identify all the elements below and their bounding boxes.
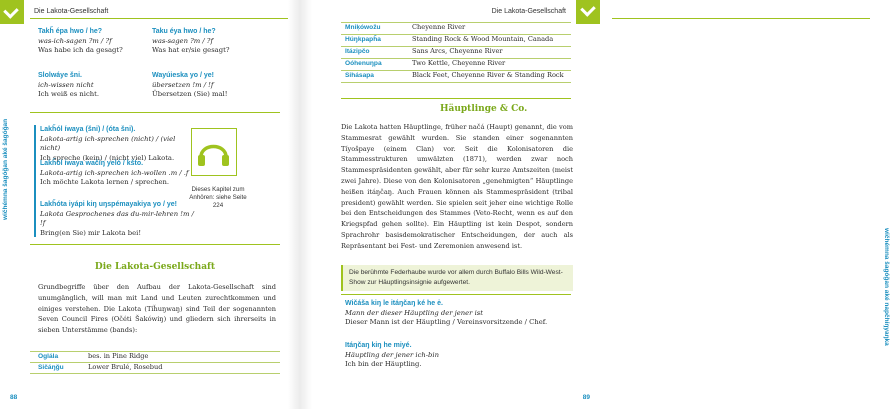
divider xyxy=(30,112,280,113)
phrase-block xyxy=(40,159,190,188)
check-icon xyxy=(3,3,19,19)
band-name: Oóhenuŋpa xyxy=(345,60,382,67)
band-name: Húŋkpapȟa xyxy=(345,36,381,43)
table-row xyxy=(345,71,575,81)
divider xyxy=(341,98,571,99)
german-translation: Übersetzen (Sie) mal! xyxy=(152,90,228,98)
literal-translation: übersetzen !m / !f xyxy=(152,80,214,89)
literal-translation: was-sagen ?m / ?f xyxy=(152,36,213,45)
left-side-label: wičhémna šagóǧan aké šagóǧan xyxy=(2,118,9,220)
literal-translation: Lakota-artig ich-sprechen (nicht) / (viel nicht) xyxy=(40,134,176,152)
band-name: Sičáŋǧu xyxy=(38,364,64,371)
section-title: Die Lakota-Gesellschaft xyxy=(94,262,216,272)
lakota-phrase: Slolwáye šni. xyxy=(38,72,82,79)
left-running-head: Die Lakota-Gesellschaft xyxy=(34,8,109,15)
lakota-phrase: Wayúieska yo / ye! xyxy=(152,72,214,79)
german-translation: Was habe ich da gesagt? xyxy=(38,46,123,54)
right-running-head: Die Lakota-Gesellschaft xyxy=(491,8,566,15)
band-place: Sans Arcs, Cheyenne River xyxy=(412,47,503,55)
german-translation: Ich spreche (kein) / (nicht viel) Lakota. xyxy=(40,153,175,162)
band-place: Two Kettle, Cheyenne River xyxy=(412,59,506,67)
lakota-phrase: Taku éya hwo / he? xyxy=(152,28,216,35)
table-rule xyxy=(30,373,280,374)
page-number-left: 88 xyxy=(10,394,18,401)
phrase-block xyxy=(38,27,146,56)
headphones-icon xyxy=(192,129,235,174)
band-name: Sihásapa xyxy=(345,72,374,79)
band-place: bes. in Pine Ridge xyxy=(88,352,149,360)
lakota-phrase: Itáŋčaŋ kiŋ he miyé. xyxy=(345,342,412,349)
german-translation: Ich bin der Häuptling. xyxy=(345,360,422,368)
band-name: Itázipčo xyxy=(345,48,370,55)
phrase-block xyxy=(345,299,575,328)
table-row xyxy=(345,47,575,57)
band-name: Mniķówožu xyxy=(345,24,381,31)
table-row xyxy=(345,23,575,33)
phrase-block xyxy=(40,125,190,163)
literal-translation: Lakota-artig ich-sprechen ich-wollen .m / .f xyxy=(40,168,189,177)
table-row xyxy=(38,363,278,373)
left-head-rule xyxy=(30,18,288,19)
divider xyxy=(341,294,571,295)
band-name: Oglála xyxy=(38,353,59,360)
german-translation: Ich weiß es nicht. xyxy=(38,90,100,98)
phrase-block xyxy=(152,27,272,56)
german-translation: Bring(en Sie) mir Lakota bei! xyxy=(40,228,142,237)
left-page xyxy=(0,0,300,409)
table-row xyxy=(345,59,575,69)
literal-translation: Häuptling der jener ich-bin xyxy=(345,350,439,359)
literal-translation: ich-wissen nicht xyxy=(38,80,94,89)
band-place: Standing Rock & Wood Mountain, Canada xyxy=(412,35,554,43)
german-translation: Was hat er/sie gesagt? xyxy=(152,46,230,54)
body-paragraph: Grundbegriffe über den Aufbau der Lakota-Gesellschaft sind unumgänglich, will man mit Land und Leuten zurechtkommen und einiges verstehen. Die Lakota (Tíȟuŋwaŋ) sind Teil der sogenannten Seven Council Fires (Očéti Šakówiŋ) und gliedern sich ihrerseits in sieben Unterstämme (bands): xyxy=(38,283,276,335)
literal-translation: Lakota Gesprochenes das du-mir-lehren !m / !f xyxy=(40,209,194,227)
literal-translation: was-ich-sagen ?m / ?f xyxy=(38,36,112,45)
right-page xyxy=(300,0,890,409)
lakota-phrase: Wičáša kiŋ le itáŋčaŋ ké he ė. xyxy=(345,300,443,307)
phrase-block xyxy=(152,71,272,100)
right-side-label: wičhémna šagóǧan aké napčhíŋyaŋka xyxy=(883,228,890,346)
audio-box[interactable] xyxy=(191,128,237,176)
band-place: Black Feet, Cheyenne River & Standing Rock xyxy=(412,71,564,79)
lakota-phrase: Takȟ épa hwo / he? xyxy=(38,28,103,35)
band-place: Cheyenne River xyxy=(412,23,466,31)
literal-translation: Mann der dieser Häuptling der jener ist xyxy=(345,308,483,317)
table-row xyxy=(38,352,278,362)
table-rule xyxy=(341,82,571,83)
table-row xyxy=(345,35,575,45)
check-icon xyxy=(580,1,596,17)
german-translation: Ich möchte Lakota lernen / sprechen. xyxy=(40,178,170,186)
audio-note: Dieses Kapitel zum Anhören: siehe Seite 224 xyxy=(189,186,247,209)
right-corner-tab xyxy=(576,0,600,24)
phrase-block xyxy=(345,341,575,370)
info-box: Die berühmte Federhaube wurde vor allem durch Buffalo Bills Wild-West-Show zur Häuptlingsinsignie aufgewertet. xyxy=(341,265,573,291)
german-translation: Dieser Mann ist der Häuptling / Vereinsvorsitzende / Chef. xyxy=(345,318,548,326)
section-title: Häuptlinge & Co. xyxy=(440,104,528,114)
lakota-phrase: Lakȟóta iyápi kiŋ uŋspémayakiya yo / ye! xyxy=(40,201,177,208)
lakota-phrase: Lakȟól íwaya wačíŋ yeló / kšto. xyxy=(40,160,144,167)
page-number-right: 89 xyxy=(582,394,590,401)
phrase-bar xyxy=(34,125,36,237)
phrase-block xyxy=(40,200,200,238)
band-place: Lower Brulé, Rosebud xyxy=(88,363,163,371)
left-corner-tab xyxy=(0,0,24,24)
body-paragraph: Die Lakota hatten Häuptlinge, früher načá (Haupt) genannt, die vom Stammesrat gewählt wurden. Sie standen einer sogenannten Tíyošpaye (einem Clan) vor. Seit die Kolonisatoren die Stammesstrukturen umwälzten (1871), werden zwar noch Stammespräsidenten gewählt, aber für sehr kurze Amtszeiten (meist zwei Jahre). Diese von den Kolonisatoren „genehmigten“ Häuptlinge heißen itáŋčaŋ. Auch Frauen können als Stammespräsident (tribal president) gewählt werden. Sie spielen seit jeher eine wichtige Rolle bei den Entscheidungen des Stammes (Veto-Recht, wenn es auf den Kriegspfad gehen sollte). Ein Häuptling ist kein Despot, sondern Sprachrohr basisdemokratischer Entscheidungen, der auch als Repräsentant bei Fest- und Zeremonien anwesend ist. xyxy=(341,123,573,250)
phrase-block xyxy=(38,71,146,100)
divider xyxy=(30,244,280,245)
lakota-phrase: Lakȟól íwaya (šni) / (óta šni). xyxy=(40,126,136,133)
right-head-rule xyxy=(612,18,870,19)
